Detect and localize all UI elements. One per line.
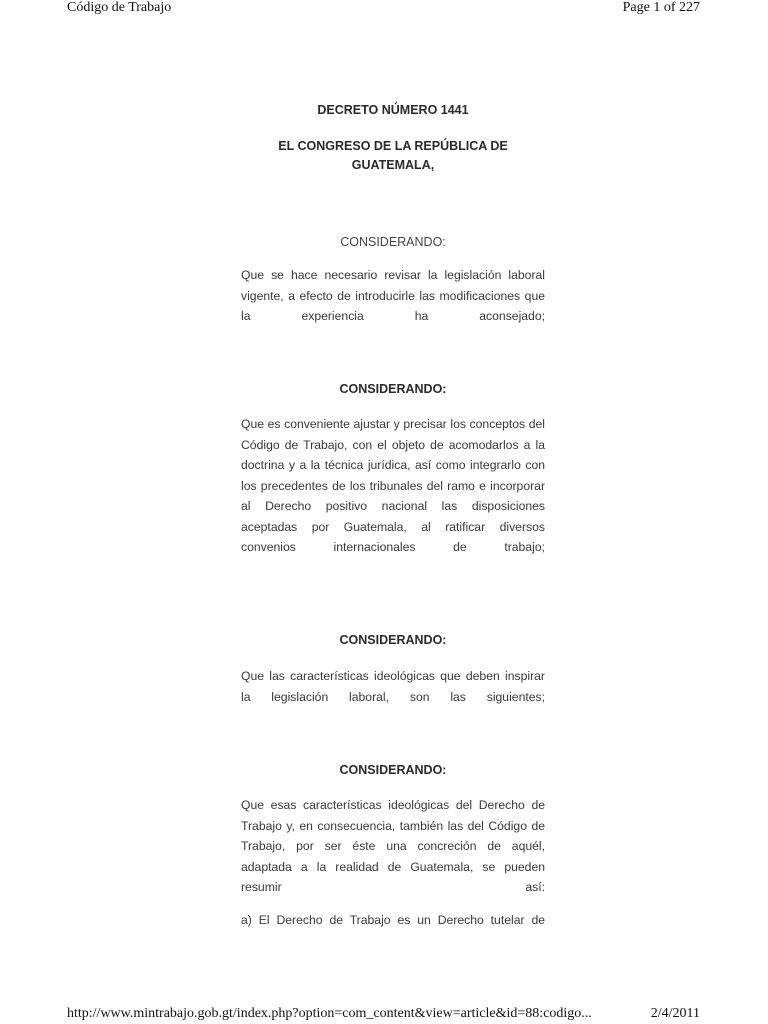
- page-footer: [67, 1006, 700, 1024]
- congress-title-line-1: EL CONGRESO DE LA REPÚBLICA DE: [278, 139, 508, 153]
- considerando-heading-2: CONSIDERANDO:: [339, 382, 447, 396]
- considerando-heading-3: CONSIDERANDO:: [339, 633, 447, 647]
- header-document-title: Código de Trabajo: [67, 0, 172, 15]
- considerando-text-3: Que las características ideológicas que deben inspirar la legislación laboral, son las siguientes;: [241, 669, 545, 704]
- considerando-heading-4: CONSIDERANDO:: [339, 763, 447, 777]
- footer-date: 2/4/2011: [650, 1006, 700, 1021]
- page-header: [67, 0, 700, 22]
- considerando-heading-1: CONSIDERANDO:: [340, 235, 446, 249]
- considerando-text-2: Que es conveniente ajustar y precisar los conceptos del Código de Trabajo, con el objeto de acomodarlos a la doctrina y a la técnica jurídica, así como integrarlo con los precedentes de los tribunales del ramo e incorporar al Derecho positivo nacional las disposiciones aceptadas por Guatemala, al ratificar diversos convenios internacionales de trabajo;: [241, 417, 545, 554]
- congress-title-line-2: GUATEMALA,: [351, 158, 435, 172]
- considerando-text-1: Que se hace necesario revisar la legislación laboral vigente, a efecto de introducirle las modificaciones que la experiencia ha aconsejado;: [241, 268, 545, 323]
- header-page-number: Page 1 of 227: [622, 0, 700, 15]
- considerando-text-4: Que esas características ideológicas del Derecho de Trabajo y, en consecuencia, también las del Código de Trabajo, por ser éste una concreción de aquél, adaptada a la realidad de Guatemala, se pueden resumir así:: [241, 798, 545, 894]
- decree-title: DECRETO NÚMERO 1441: [317, 103, 469, 117]
- item-a-text: a) El Derecho de Trabajo es un Derecho tutelar de: [241, 913, 545, 927]
- footer-url: http://www.mintrabajo.gob.gt/index.php?option=com_content&view=article&id=88:codigo...: [67, 1006, 592, 1021]
